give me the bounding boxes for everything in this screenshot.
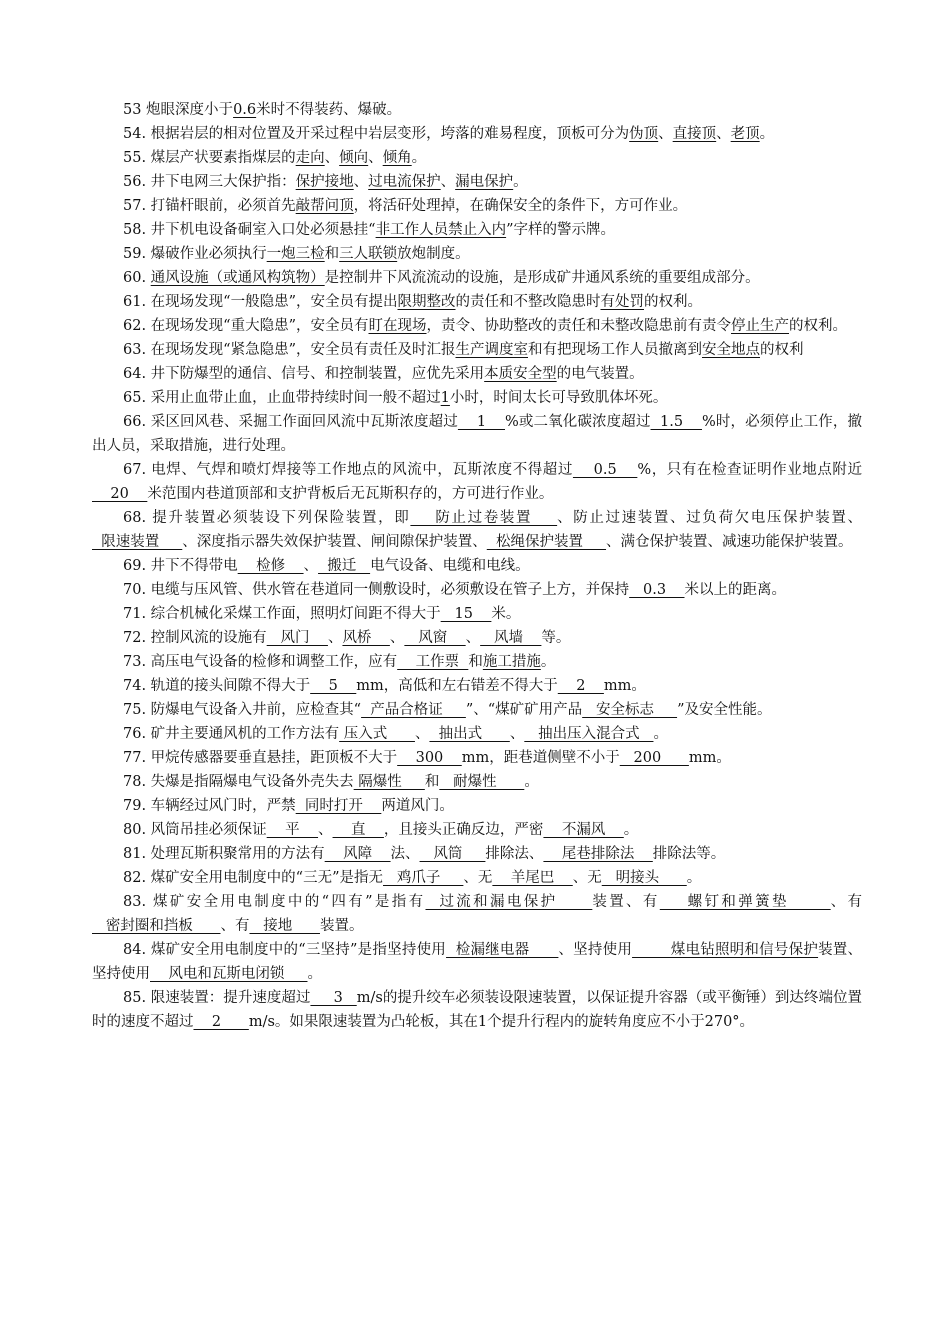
question-text: 。: [411, 150, 427, 166]
answer-blank: 3: [310, 990, 357, 1006]
question-text: 、: [465, 630, 481, 646]
question-item: [92, 770, 862, 794]
answer-blank: 保护接地: [295, 174, 354, 190]
question-item: [92, 458, 862, 506]
question-text: 排除法、: [485, 846, 544, 862]
question-text: 65. 采用止血带止血，止血带持续时间一般不超过: [123, 390, 441, 406]
answer-blank: 有处罚: [600, 294, 644, 310]
question-text: 、: [327, 630, 343, 646]
question-text: 、无: [572, 870, 602, 886]
question-item: [92, 146, 862, 170]
question-text: 、无: [463, 870, 493, 886]
answer-blank: 直接顶: [672, 126, 717, 142]
question-text: 71. 综合机械化采煤工作面，照明灯间距不得大于: [123, 606, 441, 622]
question-text: ，且接头正确反边，严密: [383, 822, 544, 838]
answer-blank: 检修: [237, 558, 304, 574]
question-item: [92, 314, 862, 338]
answer-blank: 施工措施: [482, 654, 541, 670]
question-text: 84. 煤矿安全用电制度中的“三坚持”是指坚持使用: [123, 942, 447, 958]
question-text: ”字样的警示牌。: [506, 222, 616, 238]
answer-blank: 抽出压入混合式: [524, 726, 654, 742]
answer-blank: 风窗: [404, 630, 466, 646]
question-text: 的权利。: [789, 318, 847, 334]
question-text: 66. 采区回风巷、采掘工作面回风流中瓦斯浓度超过: [123, 414, 458, 430]
question-text: 。: [307, 966, 322, 982]
answer-blank: 压入式: [339, 726, 415, 742]
question-item: [92, 746, 862, 770]
question-text: 。: [759, 126, 775, 142]
question-item: [92, 506, 862, 554]
question-text: 68. 提升装置必须装设下列保险装置，即: [123, 510, 411, 526]
question-text: mm。: [603, 678, 646, 694]
question-text: 、满仓保护装置、减速功能保护装置。: [606, 534, 853, 550]
question-text: 63. 在现场发现“紧急隐患”，安全员有责任及时汇报: [123, 342, 456, 358]
answer-blank: 防止过卷装置: [410, 510, 558, 526]
question-text: 小时，时间太长可导致肌体坏死。: [449, 390, 668, 406]
question-text: 。: [623, 822, 639, 838]
answer-blank: 漏电保护: [455, 174, 514, 190]
question-text: 是控制井下风流流动的设施，是形成矿井通风系统的重要组成部分。: [324, 270, 760, 286]
question-text: 59. 爆破作业必须执行: [123, 246, 267, 262]
question-text: 。: [653, 726, 668, 742]
question-text: 、深度指示器失效保护装置、闸间隙保护装置、: [182, 534, 487, 550]
question-text: 、: [414, 726, 430, 742]
question-text: ，责令、协助整改的责任和未整改隐患前有责令: [426, 318, 731, 334]
question-text: %或二氧化碳浓度超过: [505, 414, 651, 430]
question-text: 61. 在现场发现“一般隐患”，安全员有提出: [123, 294, 398, 310]
question-item: [92, 818, 862, 842]
question-text: 放炮制度。: [397, 246, 470, 262]
question-text: 的权利。: [644, 294, 702, 310]
answer-blank: 非工作人员禁止入内: [375, 222, 507, 238]
answer-blank: 过流和漏电保护: [425, 894, 593, 910]
question-item: [92, 218, 862, 242]
answer-blank: 抽出式: [429, 726, 510, 742]
question-text: 的权利: [760, 342, 804, 358]
question-text: 67. 电焊、气焊和喷灯焊接等工作地点的风流中，瓦斯浓度不得超过: [123, 462, 573, 478]
question-item: [92, 794, 862, 818]
question-text: 和: [424, 774, 440, 790]
answer-blank: 不漏风: [543, 822, 624, 838]
question-item: [92, 650, 862, 674]
question-text: 53 炮眼深度小于: [123, 102, 234, 118]
answer-blank: 200: [619, 750, 689, 766]
answer-blank: 接地: [249, 918, 320, 934]
answer-blank: 风障: [324, 846, 391, 862]
question-text: 的电气装置。: [556, 366, 644, 382]
question-text: 64. 井下防爆型的通信、信号、和控制装置，应优先采用: [123, 366, 485, 382]
question-text: ，将活矸处理掉，在确保安全的条件下，方可作业。: [353, 198, 688, 214]
answer-blank: 工作票: [397, 654, 469, 670]
question-item: [92, 842, 862, 866]
answer-blank: 老顶: [730, 126, 760, 142]
question-text: 。: [524, 774, 539, 790]
question-text: 两道风门。: [381, 798, 454, 814]
answer-blank: 平: [266, 822, 319, 838]
question-text: 装置、有: [592, 894, 660, 910]
question-text: 、: [318, 822, 333, 838]
answer-blank: 螺钉和弹簧垫: [659, 894, 831, 910]
question-text: m/s的提升绞车必须装设限速装置，以保证提升容器（或平衡锤）到达终端位置时的速度不超过: [92, 990, 863, 1030]
answer-blank: 伪顶: [629, 126, 659, 142]
answer-blank: 1.5: [650, 414, 702, 430]
question-text: 和: [468, 654, 483, 670]
question-item: [92, 698, 862, 722]
question-text: mm，距巷道侧壁不小于: [461, 750, 620, 766]
question-text: 等。: [541, 630, 571, 646]
question-text: 、: [658, 126, 673, 142]
question-text: 62. 在现场发现“重大隐患”，安全员有: [123, 318, 369, 334]
answer-blank: 尾巷排除法: [543, 846, 653, 862]
answer-blank: 300: [397, 750, 462, 766]
question-text: m/s。如果限速装置为凸轮板，其在1个提升行程内的旋转角度应不小于270°。: [248, 1014, 755, 1030]
answer-blank: 敲帮问顶: [295, 198, 354, 214]
answer-blank: 风筒: [419, 846, 486, 862]
question-text: 78. 失爆是指隔爆电气设备外壳失去: [123, 774, 354, 790]
question-text: ”、“煤矿矿用产品: [465, 702, 583, 718]
answer-blank: 0.5: [572, 462, 638, 478]
question-text: 排除法等。: [652, 846, 726, 862]
question-text: 、有: [830, 894, 863, 910]
answer-blank: 风电和瓦斯电闭锁: [150, 966, 308, 982]
question-text: 72. 控制风流的设施有: [123, 630, 267, 646]
answer-blank: 1: [457, 414, 505, 430]
answer-blank: 一炮三检: [266, 246, 325, 262]
answer-blank: 检漏继电器: [446, 942, 559, 958]
answer-blank: 15: [440, 606, 492, 622]
question-text: 74. 轨道的接头间隙不得大于: [123, 678, 311, 694]
question-text: 的责任和不整改隐患时: [455, 294, 601, 310]
answer-blank: 2: [193, 1014, 249, 1030]
question-text: 。: [513, 174, 528, 190]
question-text: mm，高低和左右错差不得大于: [356, 678, 558, 694]
answer-blank: 生产调度室: [455, 342, 528, 358]
question-text: 、: [716, 126, 731, 142]
question-text: 法、: [390, 846, 420, 862]
answer-blank: 限速装置: [92, 534, 183, 550]
question-item: [92, 410, 862, 458]
question-item: [92, 386, 862, 410]
answer-blank: 0.3: [629, 582, 685, 598]
question-text: 和: [324, 246, 340, 262]
question-text: 米以上的距离。: [684, 582, 786, 598]
question-item: [92, 122, 862, 146]
question-text: 60.: [123, 270, 151, 286]
answer-blank: 倾向: [339, 150, 369, 166]
question-item: [92, 674, 862, 698]
answer-blank: 盯在现场: [368, 318, 427, 334]
answer-blank: 倾角: [382, 150, 412, 166]
question-item: [92, 722, 862, 746]
answer-blank: 隔爆性: [353, 774, 425, 790]
question-text: 、: [368, 150, 383, 166]
answer-blank: 鸡爪子: [383, 870, 464, 886]
question-text: 米范围内巷道顶部和支护背板后无瓦斯积存的，方可进行作业。: [147, 486, 554, 502]
question-text: 76. 矿井主要通风机的工作方法有: [123, 726, 340, 742]
question-text: 54. 根据岩层的相对位置及开采过程中岩层变形，垮落的难易程度，顶板可分为: [123, 126, 630, 142]
answer-blank: 安全标志: [582, 702, 678, 718]
question-text: 米时不得装药、爆破。: [256, 102, 402, 118]
question-text: 、: [389, 630, 405, 646]
question-text: 56. 井下电网三大保护指：: [123, 174, 296, 190]
question-text: 、有: [220, 918, 250, 934]
question-list: [92, 98, 862, 1034]
answer-blank: 走向: [295, 150, 325, 166]
question-item: [92, 986, 862, 1034]
answer-blank: 本质安全型: [484, 366, 557, 382]
question-item: [92, 338, 862, 362]
question-text: 和有把现场工作人员撤离到: [528, 342, 702, 358]
answer-blank: 同时打开: [295, 798, 382, 814]
question-item: [92, 362, 862, 386]
question-item: [92, 866, 862, 890]
question-text: 。: [540, 654, 556, 670]
question-text: 57. 打锚杆眼前，必须首先: [123, 198, 296, 214]
question-text: 、坚持使用: [558, 942, 633, 958]
answer-blank: 松绳保护装置: [486, 534, 607, 550]
question-text: ”及安全性能。: [677, 702, 772, 718]
question-text: 82. 煤矿安全用电制度中的“三无”是指无: [123, 870, 383, 886]
question-text: 、防止过速装置、过负荷欠电压保护装置、: [557, 510, 862, 526]
question-item: [92, 170, 862, 194]
answer-blank: 停止生产: [731, 318, 789, 334]
question-text: 、: [440, 174, 456, 190]
question-text: 、: [353, 174, 369, 190]
question-text: 电气设备、电缆和电线。: [370, 558, 530, 574]
question-text: 装置、坚持使用: [92, 942, 863, 982]
answer-blank: 0.6: [233, 102, 257, 118]
answer-blank: 产品合格证: [361, 702, 466, 718]
question-item: [92, 602, 862, 626]
answer-blank: 耐爆性: [439, 774, 525, 790]
answer-blank: 过电流保护: [368, 174, 441, 190]
question-text: 79. 车辆经过风门时，严禁: [123, 798, 296, 814]
answer-blank: 风门: [266, 630, 328, 646]
question-item: [92, 242, 862, 266]
question-item: [92, 890, 862, 938]
question-text: 77. 甲烷传感器要垂直悬挂，距顶板不大于: [123, 750, 398, 766]
answer-blank: 20: [92, 486, 148, 502]
question-text: 米。: [491, 606, 521, 622]
answer-blank: 搬迁: [318, 558, 371, 574]
answer-blank: 风墙: [480, 630, 542, 646]
question-text: 70. 电缆与压风管、供水管在巷道同一侧敷设时，必须敷设在管子上方，并保持: [123, 582, 630, 598]
question-text: 58. 井下机电设备硐室入口处必须悬挂“: [123, 222, 376, 238]
answer-blank: 煤电钻照明和信号保护: [632, 942, 819, 958]
question-text: 83. 煤矿安全用电制度中的“四有”是指有: [123, 894, 426, 910]
question-text: %，只有在检查证明作业地点附近: [637, 462, 862, 478]
question-text: mm。: [688, 750, 731, 766]
answer-blank: 密封圈和挡板: [92, 918, 221, 934]
question-item: [92, 578, 862, 602]
question-text: 55. 煤层产状要素指煤层的: [123, 150, 296, 166]
question-text: 、: [324, 150, 340, 166]
answer-blank: 安全地点: [702, 342, 760, 358]
question-text: 。: [686, 870, 702, 886]
answer-blank: 明接头: [601, 870, 687, 886]
answer-blank: 5: [310, 678, 357, 694]
answer-blank: 限期整改: [397, 294, 456, 310]
question-item: [92, 626, 862, 650]
question-item: [92, 194, 862, 218]
question-text: 81. 处理瓦斯积聚常用的方法有: [123, 846, 325, 862]
answer-blank: 2: [557, 678, 604, 694]
question-text: 69. 井下不得带电: [123, 558, 238, 574]
question-text: 80. 风筒吊挂必须保证: [123, 822, 267, 838]
answer-blank: 直: [332, 822, 384, 838]
question-item: [92, 938, 862, 986]
answer-blank: 三人联锁: [339, 246, 398, 262]
question-text: 、: [509, 726, 525, 742]
question-item: [92, 266, 862, 290]
question-text: 85. 限速装置：提升速度超过: [123, 990, 311, 1006]
question-text: %时，必须停止工作，撤出人员，采取措施，进行处理。: [92, 414, 863, 454]
answer-blank: 羊尾巴: [492, 870, 573, 886]
answer-blank: 通风设施（或通风构筑物）: [150, 270, 325, 286]
question-item: [92, 290, 862, 314]
answer-blank: 风桥: [342, 630, 390, 646]
question-text: 、: [303, 558, 319, 574]
question-item: [92, 98, 862, 122]
question-item: [92, 554, 862, 578]
question-text: 装置。: [319, 918, 364, 934]
question-text: 75. 防爆电气设备入井前，应检查其“: [123, 702, 362, 718]
question-text: 73. 高压电气设备的检修和调整工作，应有: [123, 654, 398, 670]
answer-blank: 1: [440, 390, 450, 406]
